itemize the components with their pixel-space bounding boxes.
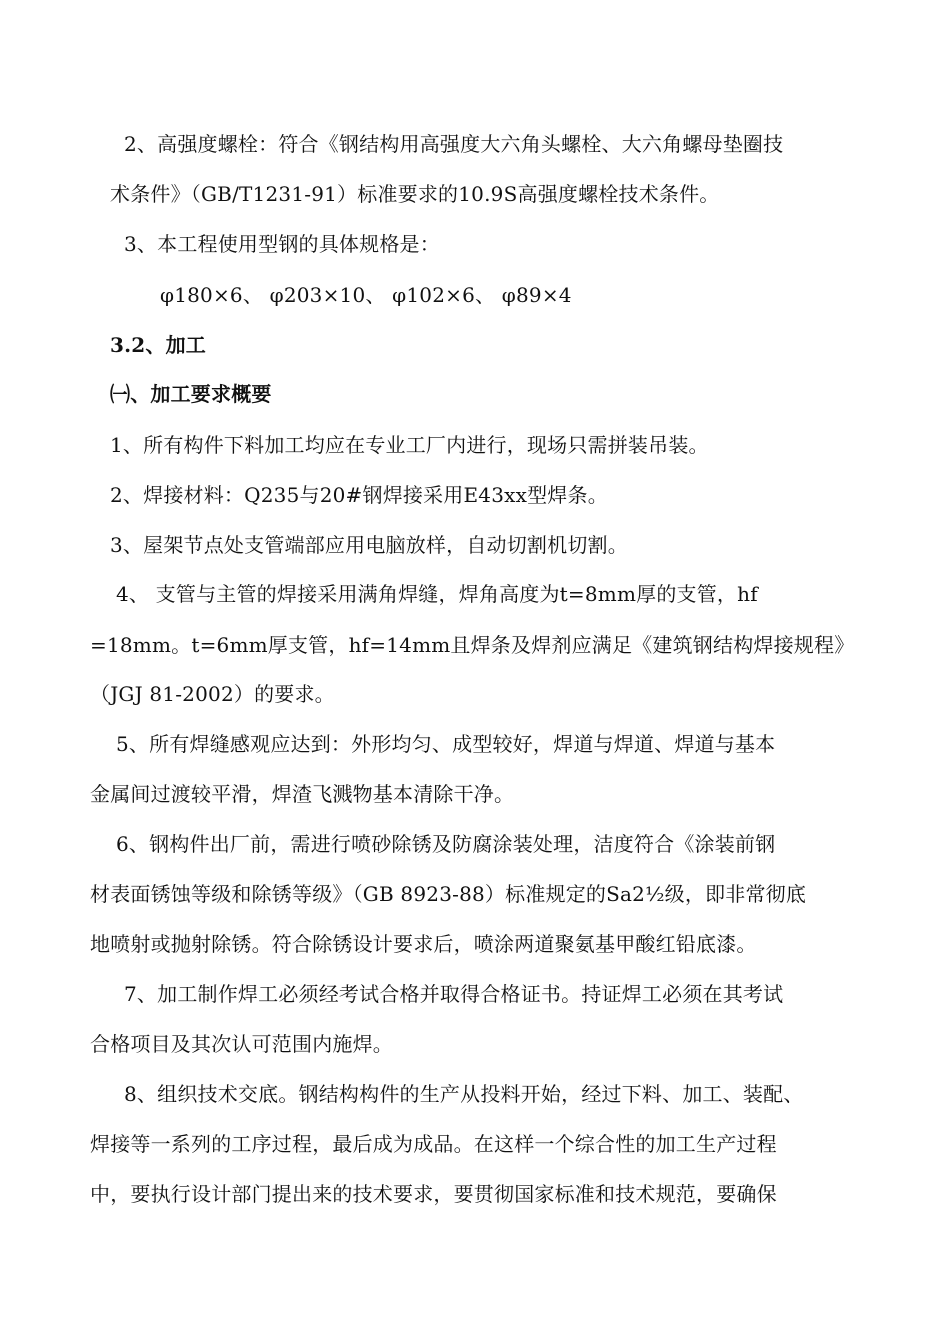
item-5-weld-appearance-line-1: 5、所有焊缝感观应达到：外形均匀、成型较好，焊道与焊道、焊道与基本: [116, 732, 776, 756]
para-2-high-strength-bolt-line-1: 2、高强度螺栓：符合《钢结构用高强度大六角头螺栓、大六角螺母垫圈技: [124, 132, 784, 156]
item-6-rust-removal-line-3: 地喷射或抛射除锈。符合除锈设计要求后，喷涂两道聚氨基甲酸红铅底漆。: [90, 932, 757, 956]
item-2-welding-material: 2、焊接材料：Q235与20#钢焊接采用E43xx型焊条。: [110, 483, 608, 507]
item-8-technical-briefing-line-1: 8、组织技术交底。钢结构构件的生产从投料开始，经过下料、加工、装配、: [124, 1082, 804, 1106]
item-6-rust-removal-line-1: 6、钢构件出厂前，需进行喷砂除锈及防腐涂装处理，洁度符合《涂装前钢: [116, 832, 776, 856]
section-heading-3-2: 3.2、加工: [110, 333, 206, 357]
steel-spec-list: φ180×6、 φ203×10、 φ102×6、 φ89×4: [160, 283, 572, 307]
item-4-weld-line-3: （JGJ 81-2002）的要求。: [90, 682, 335, 706]
item-6-rust-removal-line-2: 材表面锈蚀等级和除锈等级》（GB 8923-88）标准规定的Sa2½级，即非常彻底: [90, 882, 807, 906]
item-4-weld-line-1: 4、 支管与主管的焊接采用满角焊缝，焊角高度为t=8mm厚的支管，hf: [116, 582, 758, 606]
item-7-welder-qualification-line-1: 7、加工制作焊工必须经考试合格并取得合格证书。持证焊工必须在其考试: [124, 982, 784, 1006]
para-3-steel-spec-intro: 3、本工程使用型钢的具体规格是：: [124, 232, 440, 256]
item-3-truss-node: 3、屋架节点处支管端部应用电脑放样，自动切割机切割。: [110, 533, 628, 557]
item-4-weld-line-2: =18mm。t=6mm厚支管，hf=14mm且焊条及焊剂应满足《建筑钢结构焊接规程》: [90, 633, 855, 657]
item-8-technical-briefing-line-2: 焊接等一系列的工序过程，最后成为成品。在这样一个综合性的加工生产过程: [90, 1132, 777, 1156]
subsection-heading-processing-requirements: ㈠、加工要求概要: [110, 382, 272, 406]
item-5-weld-appearance-line-2: 金属间过渡较平滑，焊渣飞溅物基本清除干净。: [90, 782, 515, 806]
item-1-fabrication: 1、所有构件下料加工均应在专业工厂内进行，现场只需拼装吊装。: [110, 433, 709, 457]
item-7-welder-qualification-line-2: 合格项目及其次认可范围内施焊。: [90, 1032, 393, 1056]
item-8-technical-briefing-line-3: 中，要执行设计部门提出来的技术要求，要贯彻国家标准和技术规范，要确保: [90, 1182, 777, 1206]
para-2-high-strength-bolt-line-2: 术条件》（GB/T1231-91）标准要求的10.9S高强度螺栓技术条件。: [110, 182, 720, 206]
